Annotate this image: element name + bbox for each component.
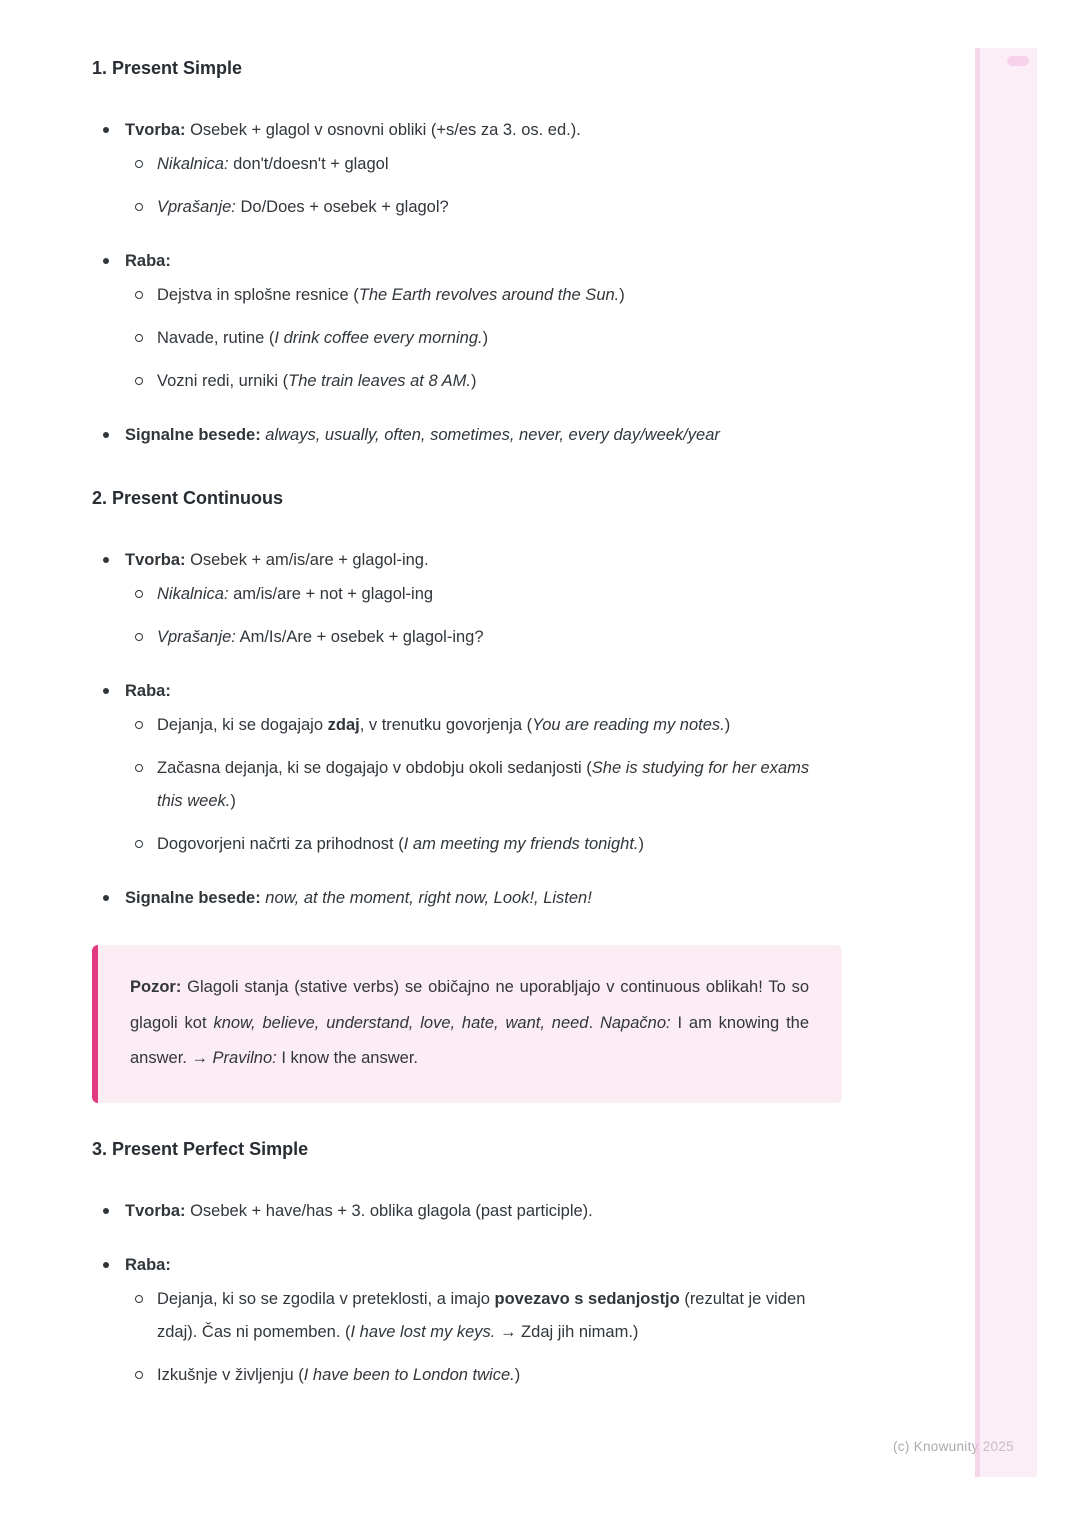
section-item-list [92, 114, 829, 452]
list-item-text: Vprašanje: Do/Does + osebek + glagol? [157, 198, 449, 216]
sub-list-item [92, 365, 829, 398]
side-highlight-strip [975, 48, 1037, 1477]
bullet-circle-icon [135, 1371, 143, 1379]
list-item [92, 1249, 829, 1282]
bullet-circle-icon [135, 590, 143, 598]
list-item-text: Dejanja, ki se dogajajo zdaj, v trenutku govorjenja (You are reading my notes.) [157, 716, 731, 734]
bullet-circle-icon [135, 160, 143, 168]
list-item-text: Nikalnica: don't/doesn't + glagol [157, 155, 389, 173]
section-item-list [92, 1195, 829, 1392]
list-item-text: Vozni redi, urniki (The train leaves at 8 AM.) [157, 372, 477, 390]
bullet-dot-icon [103, 1262, 109, 1268]
list-item [92, 1195, 829, 1228]
list-item-text: Signalne besede: always, usually, often, sometimes, never, every day/week/year [125, 426, 720, 444]
sub-list-item [92, 709, 829, 742]
sub-list-item [92, 828, 829, 861]
section-heading: 1. Present Simple [92, 58, 243, 78]
sub-list-item [92, 752, 829, 818]
list-item-text: Raba: [125, 252, 171, 270]
list-item-text: Nikalnica: am/is/are + not + glagol-ing [157, 585, 434, 603]
bullet-circle-icon [135, 721, 143, 729]
sub-list-item [92, 1283, 829, 1349]
list-item [92, 544, 829, 577]
bullet-circle-icon [135, 633, 143, 641]
bullet-circle-icon [135, 764, 143, 772]
section-present-perfect-simple [92, 1137, 829, 1392]
section-heading: 3. Present Perfect Simple [92, 1138, 309, 1159]
list-item-text: Tvorba: Osebek + have/has + 3. oblika glagola (past participle). [125, 1201, 593, 1220]
list-item-text: Dejanja, ki so se zgodila v preteklosti, a imajo povezavo s sedanjostjo (rezultat je viden zdaj). Čas ni pomemben. (I have lost my keys. → Zdaj jih nimam.) [157, 1289, 806, 1341]
bullet-dot-icon [103, 1208, 109, 1214]
list-item-text: Navade, rutine (I drink coffee every morning.) [157, 329, 489, 347]
list-item-text: Tvorba: Osebek + glagol v osnovni obliki (+s/es za 3. os. ed.). [125, 121, 581, 139]
warning-callout-text: Pozor: Glagoli stanja (stative verbs) se običajno ne uporabljajo v continuous oblikah! To so glagoli kot know, believe, understand, love, hate, want, need. Napačno: I am knowing the answer. → Pravilno: I know the answer. [130, 978, 810, 1067]
sub-list-item [92, 148, 829, 181]
sub-list-item [92, 322, 829, 355]
list-item-text: Izkušnje v življenju (I have been to London twice.) [157, 1365, 521, 1384]
section-present-simple [92, 56, 829, 452]
list-item [92, 882, 829, 915]
list-item-text: Tvorba: Osebek + am/is/are + glagol-ing. [125, 551, 429, 569]
warning-callout [92, 945, 842, 1103]
watermark-text: (c) Knowunity 2025 [893, 1439, 1014, 1454]
strip-accent-mark [1007, 56, 1029, 66]
section-heading: 2. Present Continuous [92, 488, 284, 508]
bullet-circle-icon [135, 1295, 143, 1303]
list-item [92, 675, 829, 708]
bullet-dot-icon [103, 557, 109, 563]
list-item-text: Dogovorjeni načrti za prihodnost (I am meeting my friends tonight.) [157, 835, 644, 853]
sub-list-item [92, 621, 829, 654]
list-item-text: Začasna dejanja, ki se dogajajo v obdobju okoli sedanjosti (She is studying for her exams this week.) [157, 759, 810, 810]
sub-list-item [92, 578, 829, 611]
list-item-text: Raba: [125, 682, 171, 700]
bullet-circle-icon [135, 840, 143, 848]
bullet-dot-icon [103, 432, 109, 438]
bullet-circle-icon [135, 291, 143, 299]
list-item-text: Dejstva in splošne resnice (The Earth revolves around the Sun.) [157, 286, 625, 304]
document-body [92, 56, 829, 1392]
list-item [92, 114, 829, 147]
bullet-dot-icon [103, 127, 109, 133]
sub-list-item [92, 279, 829, 312]
bullet-dot-icon [103, 895, 109, 901]
list-item-text: Signalne besede: now, at the moment, right now, Look!, Listen! [125, 889, 592, 907]
sub-list-item [92, 191, 829, 224]
bullet-circle-icon [135, 334, 143, 342]
list-item-text: Raba: [125, 1255, 171, 1274]
section-item-list [92, 544, 829, 915]
list-item [92, 245, 829, 278]
bullet-dot-icon [103, 688, 109, 694]
list-item-text: Vprašanje: Am/Is/Are + osebek + glagol-ing? [157, 628, 484, 646]
bullet-circle-icon [135, 203, 143, 211]
section-present-continuous [92, 486, 829, 915]
bullet-circle-icon [135, 377, 143, 385]
list-item [92, 419, 829, 452]
bullet-dot-icon [103, 258, 109, 264]
sub-list-item [92, 1359, 829, 1392]
